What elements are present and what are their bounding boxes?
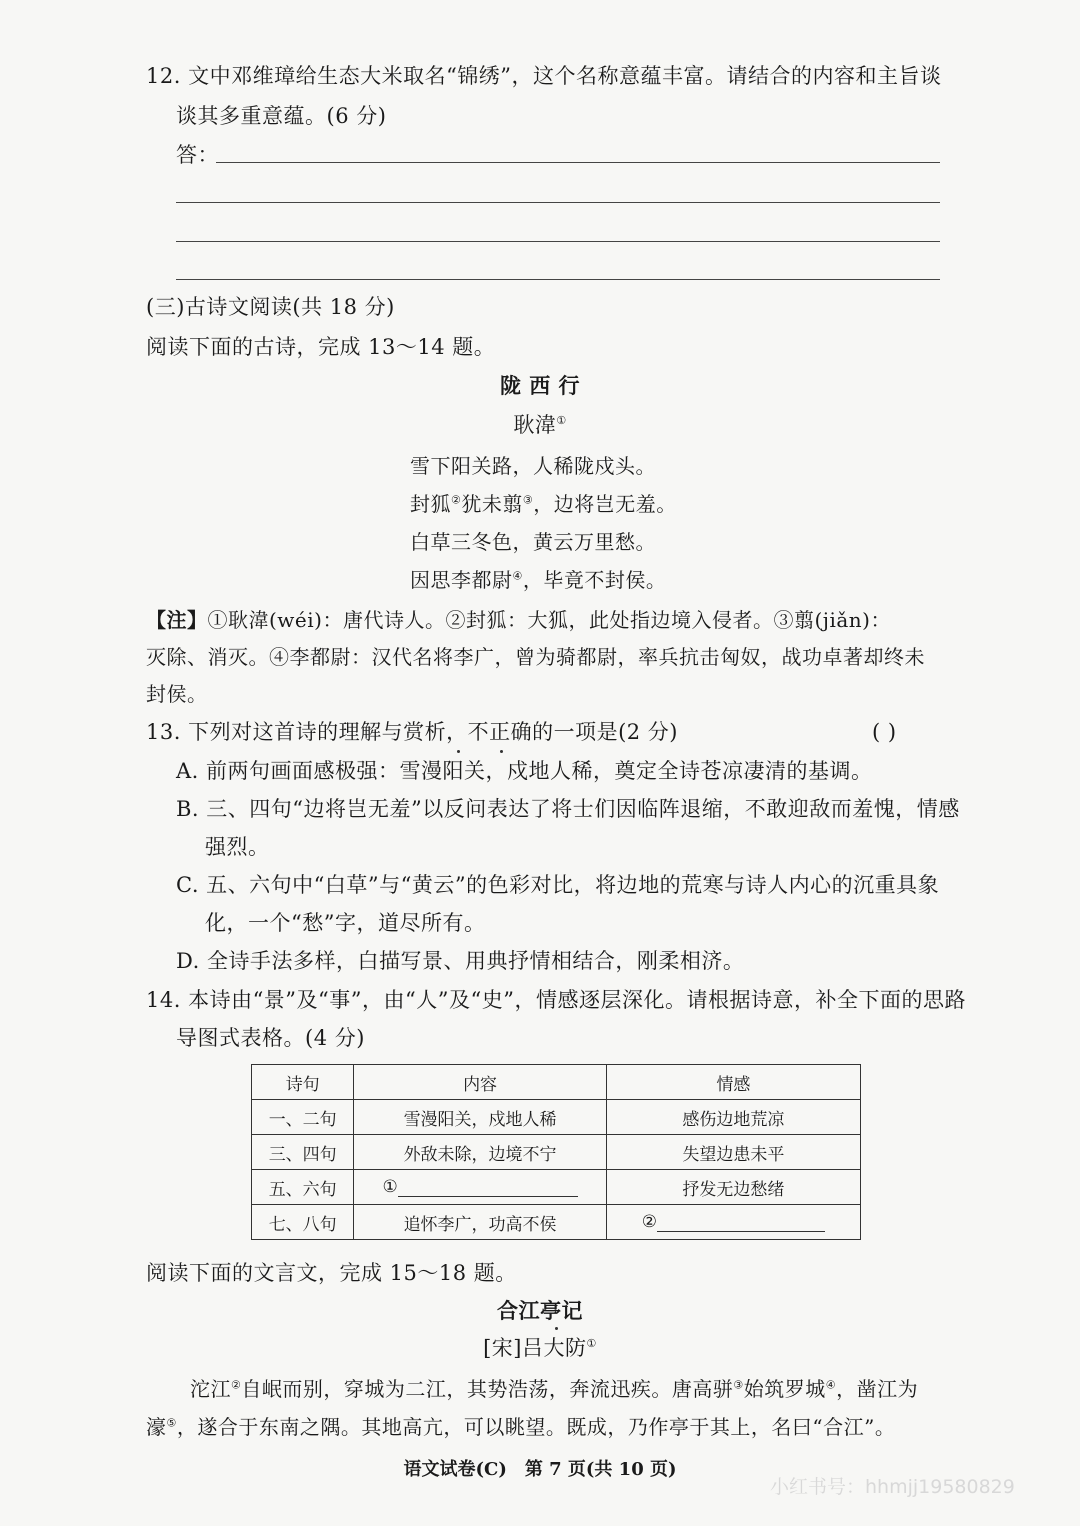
notes-line2: 灭除、消灭。④李都尉：汉代名将李广，曾为骑都尉，率兵抗击匈奴，战功卓著却终未	[146, 645, 925, 669]
table-row	[252, 1170, 861, 1205]
blank-cell-1[interactable]	[354, 1170, 606, 1205]
answer-bracket[interactable]: ( )	[872, 720, 897, 744]
table-cell: 感伤边地荒凉	[606, 1100, 860, 1135]
poem-text: 封狐	[410, 492, 451, 516]
answer-line[interactable]	[176, 202, 940, 203]
poem-text: 白草三冬色，黄云万里愁。	[410, 530, 656, 554]
prose-text: ，遂合于东南之隅。其地高亢，可以眺望。既成，乃作亭于其上，名曰“合江”。	[176, 1415, 896, 1439]
table-cell: 外敌未除，边境不宁	[354, 1135, 606, 1170]
notes-line1	[146, 605, 891, 635]
section-intro: 阅读下面的古诗，完成 13～14 题。	[146, 335, 496, 359]
table-cell: 追怀李广，功高不侯	[354, 1205, 606, 1240]
q14-line2: 导图式表格。(4 分)	[176, 1026, 365, 1050]
poem-line-1	[410, 451, 656, 481]
table-cell: 失望边患未平	[606, 1135, 860, 1170]
q12-line1: 12. 文中邓维璋给生态大米取名“锦绣”，这个名称意蕴丰富。请结合的内容和主旨谈	[146, 64, 942, 88]
classical-title: 合江亭记	[497, 1299, 583, 1323]
notes-text: ①耿湋(wéi)：唐代诗人。②封狐：大狐，此处指边境入侵者。③翦(jiǎn)：	[207, 608, 891, 632]
prose-text: 沱江	[190, 1377, 231, 1401]
q12-line2: 谈其多重意蕴。(6 分)	[176, 104, 387, 128]
poem-line-4	[410, 565, 666, 595]
poem-author	[0, 410, 1080, 440]
blank-number: ①	[382, 1177, 398, 1197]
poem-text: 因思李都尉	[410, 568, 513, 592]
poem-text: 犹未翦	[461, 492, 523, 516]
table-cell: 三、四句	[252, 1135, 354, 1170]
emphasis-dot	[457, 750, 460, 753]
table-cell: 雪漫阳关，戍地人稀	[354, 1100, 606, 1135]
poem-title: 陇 西 行	[499, 374, 581, 398]
section-title: (三)古诗文阅读(共 18 分)	[146, 295, 395, 319]
table-header: 情感	[606, 1065, 860, 1100]
table-header: 内容	[354, 1065, 606, 1100]
footnote-mark: ③	[733, 1378, 744, 1392]
notes-line3: 封侯。	[146, 682, 208, 706]
blank-number: ②	[641, 1212, 657, 1232]
prose-text: ，凿江为	[836, 1377, 919, 1401]
q14-line1: 14. 本诗由“景”及“事”，由“人”及“史”，情感逐层深化。请根据诗意，补全下面的思路	[146, 988, 966, 1012]
q13-option-c-cont: 化，一个“愁”字，道尽所有。	[205, 911, 486, 935]
fill-blank[interactable]	[657, 1213, 825, 1232]
classical-intro: 阅读下面的文言文，完成 15～18 题。	[146, 1261, 517, 1285]
table-row	[252, 1135, 861, 1170]
poem-text: ，毕竟不封侯。	[522, 568, 667, 592]
table-header-row	[252, 1065, 861, 1100]
q13-option-a[interactable]: A. 前两句画面感极强：雪漫阳关，戍地人稀，奠定全诗苍凉凄清的基调。	[176, 759, 873, 783]
classical-para-line2	[146, 1412, 895, 1442]
emphasis-dot	[500, 750, 503, 753]
table-row	[252, 1205, 861, 1240]
table-header: 诗句	[252, 1065, 354, 1100]
footnote-mark: ①	[586, 1337, 597, 1350]
classical-para-line1	[190, 1374, 918, 1404]
poem-line-3	[410, 527, 656, 557]
footnote-mark: ①	[556, 414, 567, 427]
classical-author-name: [宋]吕大防	[483, 1336, 587, 1360]
table-cell: 一、二句	[252, 1100, 354, 1135]
answer-line[interactable]	[216, 162, 940, 163]
footnote-mark: ⑤	[166, 1416, 177, 1430]
footnote-mark: ③	[522, 493, 534, 507]
footnote-mark: ②	[451, 493, 462, 507]
poem-text: ，边将岂无羞。	[533, 492, 677, 516]
prose-text: 始筑罗城	[743, 1377, 826, 1401]
footnote-mark: ④	[825, 1378, 837, 1392]
q13-option-c[interactable]: C. 五、六句中“白草”与“黄云”的色彩对比，将边地的荒寒与诗人内心的沉重具象	[176, 873, 940, 897]
table-cell: 七、八句	[252, 1205, 354, 1240]
thought-map-table	[251, 1064, 861, 1240]
q13-option-d[interactable]: D. 全诗手法多样，白描写景、用典抒情相结合，刚柔相济。	[176, 949, 745, 973]
answer-line[interactable]	[176, 241, 940, 242]
page-footer: 语文试卷(C) 第 7 页(共 10 页)	[403, 1459, 677, 1480]
poem-line-2	[410, 489, 677, 519]
q12-answer-label: 答：	[176, 143, 219, 167]
answer-line[interactable]	[176, 279, 940, 280]
watermark: 小红书号：hhmjj19580829	[770, 1476, 1015, 1498]
footnote-mark: ④	[512, 569, 523, 583]
q13-stem: 13. 下列对这首诗的理解与赏析，不正确的一项是(2 分)	[146, 720, 678, 744]
prose-text: 濠	[146, 1415, 167, 1439]
classical-author	[0, 1333, 1080, 1363]
emphasis-dot	[555, 1327, 558, 1330]
table-cell: 五、六句	[252, 1170, 354, 1205]
table-row	[252, 1100, 861, 1135]
poem-author-name: 耿湋	[513, 413, 557, 437]
table-cell: 抒发无边愁绪	[606, 1170, 860, 1205]
footnote-mark: ②	[231, 1378, 242, 1392]
fill-blank[interactable]	[398, 1178, 578, 1197]
blank-cell-2[interactable]	[606, 1205, 860, 1240]
prose-text: 自岷而别，穿城为二江，其势浩荡，奔流迅疾。唐高骈	[241, 1377, 734, 1401]
notes-tag: 【注】	[146, 608, 208, 632]
q13-option-b[interactable]: B. 三、四句“边将岂无羞”以反问表达了将士们因临阵退缩，不敢迎敌而羞愧，情感	[176, 797, 960, 821]
poem-text: 雪下阳关路，人稀陇戍头。	[410, 454, 656, 478]
q13-option-b-cont: 强烈。	[205, 835, 270, 859]
